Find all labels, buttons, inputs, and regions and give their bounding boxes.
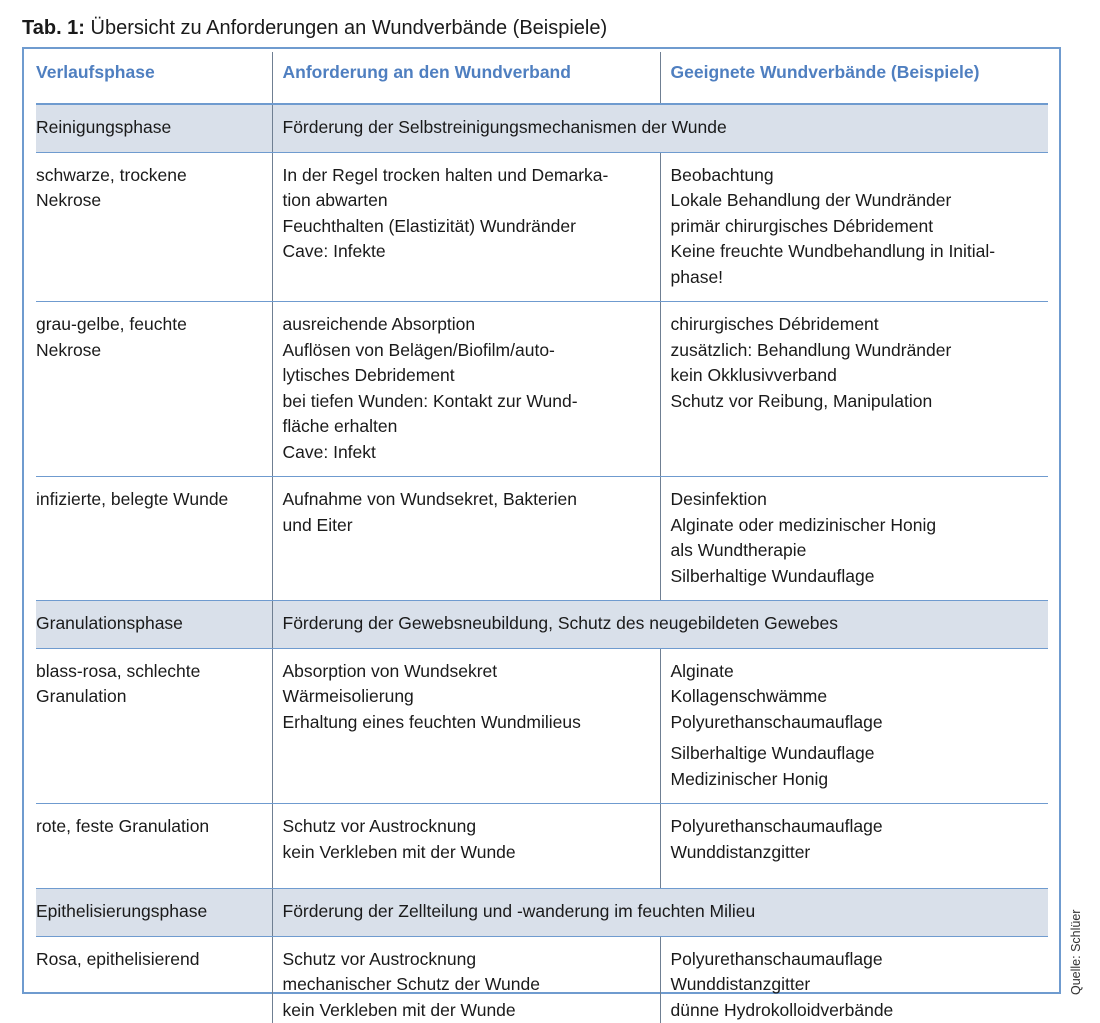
cell-line: phase!: [671, 265, 1039, 291]
phase-requirement: Förderung der Zellteilung und -wanderung im feuchten Milieu: [272, 889, 1048, 937]
cell-line: Keine freuchte Wundbehandlung in Initial-: [671, 239, 1039, 265]
cell-line: grau-gelbe, feuchte: [36, 312, 262, 338]
cell-line: Schutz vor Reibung, Manipulation: [671, 389, 1039, 415]
cell-phase: [36, 477, 272, 601]
cell-line: Wunddistanzgitter: [671, 972, 1039, 998]
phase-name: Granulationsphase: [36, 601, 272, 649]
header-dressings: Geeignete Wundverbände (Beispiele): [660, 52, 1048, 104]
cell-line: als Wundtherapie: [671, 538, 1039, 564]
cell-dressings: [660, 804, 1048, 889]
cell-line: Polyurethanschaumauflage: [671, 947, 1039, 973]
cell-line: Beobachtung: [671, 163, 1039, 189]
cell-line: kein Verkleben mit der Wunde: [283, 840, 650, 866]
cell-line: Cave: Infekt: [283, 440, 650, 466]
phase-row-reinigung: [36, 104, 1048, 152]
cell-line: blass-rosa, schlechte: [36, 659, 262, 685]
phase-row-granulation: [36, 601, 1048, 649]
cell-dressings: [660, 152, 1048, 302]
cell-line: Cave: Infekte: [283, 239, 650, 265]
caption-label: Tab. 1:: [22, 17, 85, 39]
cell-line: Auflösen von Belägen/Biofilm/auto-: [283, 338, 650, 364]
cell-requirement: [272, 804, 660, 889]
cell-line: schwarze, trockene: [36, 163, 262, 189]
table-row: [36, 936, 1048, 1023]
cell-line: kein Verkleben mit der Wunde: [283, 998, 650, 1023]
cell-phase: [36, 152, 272, 302]
cell-requirement: [272, 936, 660, 1023]
phase-name: Reinigungsphase: [36, 104, 272, 152]
cell-line: fläche erhalten: [283, 414, 650, 440]
cell-line: primär chirurgisches Débridement: [671, 214, 1039, 240]
caption-title: Übersicht zu Anforderungen an Wundverbände (Beispiele): [91, 17, 608, 39]
cell-line: Wärmeisolierung: [283, 684, 650, 710]
cell-line: rote, feste Granulation: [36, 814, 262, 840]
cell-phase: [36, 302, 272, 477]
cell-line: Alginate: [671, 659, 1039, 685]
cell-phase: [36, 648, 272, 804]
cell-line: Desinfektion: [671, 487, 1039, 513]
cell-line: Polyurethanschaumauflage: [671, 710, 1039, 736]
phase-requirement: Förderung der Selbstreinigungsmechanismen der Wunde: [272, 104, 1048, 152]
cell-dressings: [660, 936, 1048, 1023]
cell-line: Wunddistanzgitter: [671, 840, 1039, 866]
cell-line: Schutz vor Austrocknung: [283, 947, 650, 973]
cell-line: In der Regel trocken halten und Demarka-: [283, 163, 650, 189]
cell-line: Alginate oder medizinischer Honig: [671, 513, 1039, 539]
table-row: [36, 648, 1048, 804]
cell-line: und Eiter: [283, 513, 650, 539]
cell-requirement: [272, 477, 660, 601]
phase-requirement: Förderung der Gewebsneubildung, Schutz des neugebildeten Gewebes: [272, 601, 1048, 649]
cell-line: lytisches Debridement: [283, 363, 650, 389]
cell-dressings: [660, 648, 1048, 804]
table-row: [36, 152, 1048, 302]
cell-line: Lokale Behandlung der Wundränder: [671, 188, 1039, 214]
cell-line: Nekrose: [36, 188, 262, 214]
table-row: [36, 477, 1048, 601]
cell-line: Kollagenschwämme: [671, 684, 1039, 710]
cell-line: bei tiefen Wunden: Kontakt zur Wund-: [283, 389, 650, 415]
phase-name: Epithelisierungsphase: [36, 889, 272, 937]
cell-line: Absorption von Wundsekret: [283, 659, 650, 685]
cell-line: infizierte, belegte Wunde: [36, 487, 262, 513]
cell-line: Medizinischer Honig: [671, 767, 1039, 793]
cell-dressings: [660, 477, 1048, 601]
source-credit: Quelle: Schlüer: [1069, 910, 1083, 995]
cell-line: Rosa, epithelisierend: [36, 947, 262, 973]
table-caption: [22, 14, 607, 42]
cell-line: Silberhaltige Wundauflage: [671, 741, 1039, 767]
header-phase: Verlaufsphase: [36, 52, 272, 104]
cell-line: kein Okklusivverband: [671, 363, 1039, 389]
cell-requirement: [272, 648, 660, 804]
cell-line: Polyurethanschaumauflage: [671, 814, 1039, 840]
cell-line: Aufnahme von Wundsekret, Bakterien: [283, 487, 650, 513]
table-row: [36, 302, 1048, 477]
cell-line: zusätzlich: Behandlung Wundränder: [671, 338, 1039, 364]
cell-line: mechanischer Schutz der Wunde: [283, 972, 650, 998]
cell-line: Nekrose: [36, 338, 262, 364]
phase-row-epithelisierung: [36, 889, 1048, 937]
table-row: [36, 804, 1048, 889]
cell-line: chirurgisches Débridement: [671, 312, 1039, 338]
cell-line: Granulation: [36, 684, 262, 710]
cell-requirement: [272, 302, 660, 477]
cell-phase: [36, 936, 272, 1023]
cell-line: dünne Hydrokolloidverbände: [671, 998, 1039, 1023]
cell-line: Feuchthalten (Elastizität) Wundränder: [283, 214, 650, 240]
cell-line: Erhaltung eines feuchten Wundmilieus: [283, 710, 650, 736]
header-row: [36, 52, 1048, 104]
cell-line: ausreichende Absorption: [283, 312, 650, 338]
cell-requirement: [272, 152, 660, 302]
cell-line: Silberhaltige Wundauflage: [671, 564, 1039, 590]
cell-line: tion abwarten: [283, 188, 650, 214]
wound-dressing-table: [36, 52, 1048, 1023]
cell-dressings: [660, 302, 1048, 477]
cell-line: Schutz vor Austrocknung: [283, 814, 650, 840]
cell-phase: [36, 804, 272, 889]
header-requirement: Anforderung an den Wundverband: [272, 52, 660, 104]
